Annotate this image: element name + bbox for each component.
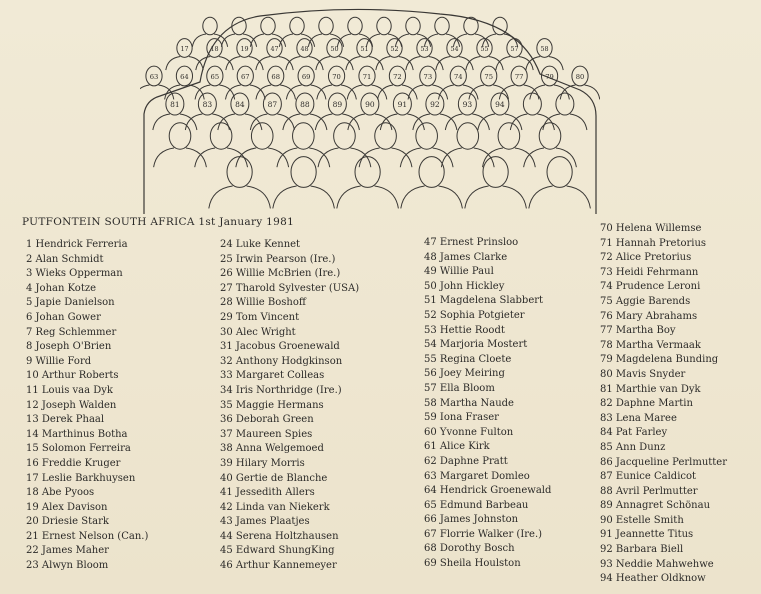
name-entry: 43 James Plaatjes — [220, 516, 310, 528]
name-entry: 70 Helena Willemse — [600, 223, 702, 234]
person-figure — [348, 93, 392, 130]
figure-number-label: 63 — [149, 73, 159, 81]
person-figure — [359, 123, 412, 167]
name-entry: 84 Pat Farley — [600, 427, 668, 439]
name-entry: 29 Tom Vincent — [220, 311, 300, 323]
name-entry: 3 Wieks Opperman — [26, 268, 123, 280]
name-entry: 63 Margaret Domleo — [424, 470, 530, 482]
person-figure — [209, 157, 271, 209]
figure-number-label: 53 — [420, 45, 429, 53]
name-entry: 36 Deborah Green — [220, 414, 314, 426]
names-column-4 — [600, 222, 727, 587]
name-entry: 61 Alice Kirk — [424, 441, 490, 453]
name-entry: 72 Alice Pretorius — [600, 252, 692, 264]
name-entry: 6 Johan Gower — [26, 311, 101, 323]
person-figure — [140, 66, 174, 99]
figure-number-label: 75 — [484, 73, 494, 81]
name-entry: 28 Willie Boshoff — [220, 297, 306, 309]
name-entry: 69 Sheila Houlston — [424, 558, 521, 570]
name-entry: 38 Anna Welgemoed — [220, 443, 324, 455]
figure-number-label: 88 — [300, 100, 310, 109]
person-figure — [277, 123, 330, 167]
figure-number-label: 18 — [210, 45, 219, 53]
name-entry: 22 James Maher — [26, 545, 109, 557]
name-entry: 39 Hilary Morris — [220, 457, 305, 469]
name-entry: 16 Freddie Kruger — [26, 457, 121, 469]
person-figure — [195, 66, 235, 99]
name-entry: 67 Florrie Walker (Ire.) — [424, 528, 543, 540]
figure-number-label: 19 — [240, 45, 249, 53]
name-entry: 73 Heidi Fehrmann — [600, 266, 699, 278]
figure-number-label: 65 — [210, 73, 220, 81]
name-entry: 86 Jacqueline Perlmutter — [600, 456, 728, 468]
name-entry: 19 Alex Davison — [26, 501, 108, 513]
name-entry: 17 Leslie Barkhuysen — [26, 472, 136, 484]
person-figure — [225, 66, 265, 99]
person-figure — [317, 66, 357, 99]
name-entry: 75 Aggie Barends — [600, 295, 691, 307]
name-entry: 7 Reg Schlemmer — [26, 326, 117, 338]
name-entry: 30 Alec Wright — [220, 326, 296, 338]
figure-number-label: 80 — [575, 73, 585, 81]
name-entry: 85 Ann Dunz — [600, 441, 666, 453]
name-entry: 87 Eunice Caldicot — [600, 471, 697, 483]
name-entry: 53 Hettie Roodt — [424, 324, 505, 336]
name-entry: 42 Linda van Niekerk — [220, 501, 330, 513]
name-entry: 77 Martha Boy — [600, 325, 676, 337]
name-entry: 82 Daphne Martin — [600, 398, 693, 410]
figure-number-label: 48 — [300, 45, 309, 53]
name-entry: 20 Driesie Stark — [26, 516, 109, 528]
person-figure — [445, 93, 489, 130]
figure-number-label: 67 — [240, 73, 250, 81]
name-entry: 4 Johan Kotze — [26, 282, 97, 294]
name-entry: 92 Barbara Biell — [600, 544, 684, 556]
name-entry: 83 Lena Maree — [600, 412, 677, 424]
name-entry: 91 Jeannette Titus — [600, 529, 694, 541]
name-entry: 37 Maureen Spies — [220, 428, 313, 440]
name-entry: 94 Heather Oldknow — [600, 573, 706, 585]
name-entry: 35 Maggie Hermans — [220, 399, 324, 411]
name-entry: 33 Margaret Colleas — [220, 370, 325, 382]
figure-number-label: 55 — [480, 45, 489, 53]
figure-number-label: 81 — [170, 100, 180, 109]
figure-number-label: 57 — [510, 45, 519, 53]
figure-number-label: 47 — [270, 45, 279, 53]
name-entry: 8 Joseph O'Brien — [26, 341, 112, 353]
name-entry: 71 Hannah Pretorius — [600, 237, 707, 249]
person-figure — [283, 93, 327, 130]
name-entry: 14 Marthinus Botha — [26, 428, 128, 440]
person-figure — [499, 66, 539, 99]
person-figure — [273, 157, 335, 209]
figure-number-label: 52 — [390, 45, 399, 53]
name-entry: 62 Daphne Pratt — [424, 455, 508, 467]
name-entry: 76 Mary Abrahams — [600, 310, 698, 322]
person-figure — [469, 66, 509, 99]
name-entry: 26 Willie McBrien (Ire.) — [220, 268, 341, 280]
name-entry: 9 Willie Ford — [26, 355, 92, 367]
name-entry: 34 Iris Northridge (Ire.) — [220, 384, 342, 396]
group-portrait-outline-sketch — [140, 4, 600, 216]
name-entry: 47 Ernest Prinsloo — [424, 237, 519, 248]
name-entry: 45 Edward ShungKing — [220, 545, 335, 557]
person-figure — [318, 123, 371, 167]
name-entry: 27 Tharold Sylvester (USA) — [220, 282, 360, 294]
person-figure — [510, 93, 554, 130]
person-figure — [256, 66, 296, 99]
person-figure — [347, 66, 387, 99]
name-entry: 10 Arthur Roberts — [26, 370, 119, 382]
name-entry: 23 Alwyn Bloom — [26, 560, 109, 572]
name-entry: 5 Japie Danielson — [26, 297, 115, 309]
name-entry: 11 Louis vaa Dyk — [26, 384, 113, 396]
name-entry: 31 Jacobus Groenewald — [220, 341, 340, 353]
person-figure — [154, 123, 207, 167]
person-figure — [560, 66, 600, 99]
name-entry: 46 Arthur Kannemeyer — [220, 560, 337, 572]
figure-number-label: 71 — [362, 73, 372, 81]
figure-number-label: 54 — [450, 45, 459, 53]
name-entry: 13 Derek Phaal — [26, 414, 105, 426]
person-figure — [195, 123, 248, 167]
name-entry: 81 Marthie van Dyk — [600, 383, 701, 395]
name-entry: 66 James Johnston — [424, 514, 519, 526]
name-entry: 24 Luke Kennet — [220, 239, 301, 250]
name-entry: 90 Estelle Smith — [600, 514, 684, 526]
figure-number-label: 93 — [462, 100, 473, 109]
figure-number-label: 90 — [365, 100, 375, 109]
figure-number-label: 73 — [423, 73, 433, 81]
figure-number-label: 79 — [545, 73, 554, 81]
name-entry: 60 Yvonne Fulton — [424, 426, 514, 438]
figure-number-label: 72 — [393, 73, 402, 81]
figure-number-label: 51 — [360, 45, 369, 53]
name-entry: 51 Magdelena Slabbert — [424, 295, 544, 307]
name-entry: 52 Sophia Potgieter — [424, 309, 525, 321]
names-column-1 — [26, 238, 148, 574]
figure-number-label: 17 — [180, 45, 189, 53]
figure-number-label: 70 — [332, 73, 341, 81]
name-entry: 64 Hendrick Groenewald — [424, 485, 552, 497]
name-entry: 1 Hendrick Ferreria — [26, 239, 128, 250]
person-figure — [441, 123, 494, 167]
name-entry: 48 James Clarke — [424, 251, 508, 263]
name-entry: 56 Joey Meiring — [424, 368, 505, 380]
name-entry: 57 Ella Bloom — [424, 382, 495, 394]
figure-number-label: 87 — [267, 100, 278, 109]
person-figure — [337, 157, 399, 209]
figure-number-label: 77 — [514, 73, 524, 81]
person-figure — [482, 123, 535, 167]
person-figure — [401, 157, 463, 209]
name-entry: 65 Edmund Barbeau — [424, 499, 529, 511]
name-entry: 44 Serena Holtzhausen — [220, 530, 339, 542]
name-entry: 74 Prudence Leroni — [600, 281, 701, 293]
person-figure — [286, 66, 326, 99]
name-entry: 15 Solomon Ferreira — [26, 443, 131, 455]
name-entry: 50 John Hickley — [424, 280, 505, 292]
name-entry: 80 Mavis Snyder — [600, 368, 686, 380]
name-entry: 2 Alan Schmidt — [26, 253, 104, 265]
figure-number-label: 89 — [332, 100, 343, 109]
name-entry: 40 Gertie de Blanche — [220, 472, 328, 484]
name-entry: 79 Magdelena Bunding — [600, 354, 719, 366]
name-entry: 21 Ernest Nelson (Can.) — [26, 530, 149, 542]
figure-number-label: 83 — [202, 100, 213, 109]
caption-heading: PUTFONTEIN SOUTH AFRICA 1st January 1981 — [22, 216, 295, 228]
person-figure — [218, 93, 262, 130]
names-column-3 — [424, 236, 551, 572]
figure-number-label: 50 — [330, 45, 339, 53]
figure-number-label: 74 — [453, 73, 463, 81]
person-figure — [185, 93, 229, 130]
name-entry: 58 Martha Naude — [424, 397, 514, 409]
name-entry: 89 Annagret Schönau — [600, 500, 711, 512]
name-entry: 32 Anthony Hodgkinson — [220, 355, 343, 367]
name-entry: 93 Neddie Mahwehwe — [600, 558, 714, 570]
names-column-2 — [220, 238, 359, 574]
name-entry: 18 Abe Pyoos — [26, 487, 95, 499]
name-entry: 55 Regina Cloete — [424, 353, 512, 365]
name-entry: 68 Dorothy Bosch — [424, 543, 515, 555]
person-figure — [315, 93, 359, 130]
figure-number-label: 92 — [430, 100, 440, 109]
person-figure — [529, 157, 591, 209]
name-entry: 59 Iona Fraser — [424, 412, 499, 424]
figure-number-label: 68 — [271, 73, 281, 81]
name-entry: 12 Joseph Walden — [26, 399, 117, 411]
name-entry: 41 Jessedith Allers — [220, 487, 315, 499]
person-figure — [465, 157, 527, 209]
person-figure — [413, 93, 457, 130]
name-entry: 78 Martha Vermaak — [600, 339, 701, 351]
figure-number-label: 94 — [495, 100, 505, 109]
person-figure — [543, 93, 587, 130]
figure-number-label: 84 — [235, 100, 245, 109]
figure-number-label: 91 — [397, 100, 408, 109]
name-entry: 49 Willie Paul — [424, 266, 494, 278]
person-figure — [408, 66, 448, 99]
name-entry: 88 Avril Perlmutter — [600, 485, 698, 497]
figure-number-label: 58 — [540, 45, 549, 53]
name-entry: 25 Irwin Pearson (Ire.) — [220, 253, 336, 265]
name-entry: 54 Marjoria Mostert — [424, 339, 528, 351]
figure-number-label: 64 — [180, 73, 189, 81]
figure-number-label: 69 — [301, 73, 311, 81]
